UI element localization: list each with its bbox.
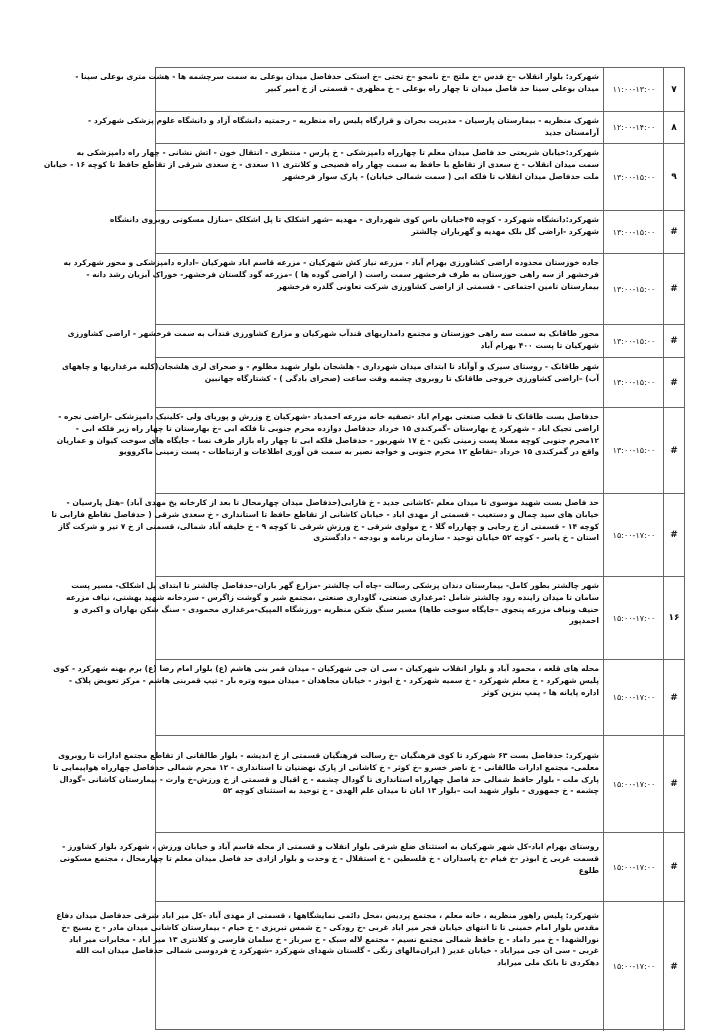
description-line: حد فاصل بست شهید موسوی تا میدان معلم -کاشانی جدید - خ فارابی(حدفاصل میدان چهارمحال تا بعد از کارخانه یخ مهدی آباد) –هتل پارسیان -: [66, 498, 599, 507]
description-line: شهرک منظریه - بیمارستان پارسیان - مدیریت بحران و قرارگاه پلیس راه منظریه – رحمتیه دانشگاه آزاد و دانشگاه علوم پزشکی شهرکرد -: [88, 116, 599, 125]
table-row: [88, 111, 684, 143]
description-line: حنیف ونیاف مزرعه پنجوی –جایگاه سوخت طاها) مسیر سنگ شکن منظریه –ورزشگاه المپیک-مرغداری محمودی - سنگ شکن بهاران و اکبری و: [73, 604, 599, 614]
time-range: ۱۳:۰۰-۱۵:۰۰: [603, 408, 664, 493]
table-row: [59, 832, 684, 901]
area-description: [43, 144, 604, 210]
description-line: میدان بوعلی سینا حد فاصل میدان تا چهار راه بوعلی – خ مظهری - قسمتی از خ امیر کبیر: [265, 83, 599, 93]
time-range: ۱۵:۰۰-۱۷:۰۰: [603, 494, 664, 576]
description-line: شهرکرد:خیابان شریعتی حد فاصل میدان معلم تا چهارراه دامپزشکی - خ پارس - منتظری - انتقال خون - اتش نشانی - چهار راه دامپزشکی به: [76, 148, 599, 157]
time-range: ۱۵:۰۰-۱۷:۰۰: [603, 902, 664, 1031]
table-row: [51, 493, 684, 576]
description-line: روستای بهرام اباد-کل شهر شهرکیان به استثنای ضلع شرقی بلوار انقلاب و قسمتی از محله قاسم آباد و خیابان ورزش ، شهرکرد بلوار کشاورز -: [62, 842, 599, 851]
area-description: [109, 211, 604, 253]
area-description: [61, 358, 604, 407]
area-description: [51, 494, 604, 576]
description-line: شهرکرد:دانشگاه شهرکرد - کوچه ۴۵خیابان باس کوی شهرداری - مهدیه –شهر اشکلک تا پل اشکلک –منازل مسکونی روبروی دانشگاه: [109, 215, 599, 224]
description-line: محله های قلعه ، محمود آباد و بلوار انقلاب شهرکیان - سی ان جی شهرکیان - میدان قمر بنی هاشم (ع) بلوار امام رضا (ع) برم بهنه شهرکرد - کوی: [53, 664, 599, 673]
description-line: ۱۲محرم جنوبی کوچه مسلا پست زمینی تکین - خ ۱۷ شهریور - حدفاصل فلکه ابی تا چهار راه بازار طرف نسا - جایگاه های سوخت کیوان و عماریان: [56, 435, 599, 445]
description-line: شهرکیان تا پست ۴۰۰ بهرام آباد: [480, 340, 599, 350]
time-range: ۱۱:۰۰-۱۳:۰۰: [603, 68, 664, 111]
description-line: استان - خ یاسر - کوچه ۵۲ خیابان توحید - سازمان برنامه و بودجه - دادگستری: [313, 533, 599, 543]
description-line: غربی - سی ان جی میراباد - خیابان غدیر ( ایران‌مالهای زنگی - گلستان شهدای شهرکرد -شهرکرد خ فردوسی شمالی حدفاصل میدان ابت الله: [75, 946, 599, 956]
row-number: #: [663, 736, 684, 832]
time-range: ۱۵:۰۰-۱۷:۰۰: [603, 736, 664, 832]
description-line: پارک ملت - بلوار حافظ شمالی حد فاصل چهارراه استانداری تا گودال چشمه - خ اقبال و قسمتی از خ ورزش–خ وارث - بیمارستان کاشانی –گودال: [59, 774, 599, 784]
table-row: [65, 576, 684, 659]
row-number: ۸: [663, 112, 684, 143]
area-description: [53, 660, 604, 735]
description-line: اراضی تجیک اباد - شهرکرد خ بهارستان –گمرکندی ۱۵ خرداد حدفاصل دوازده محرم جنوبی تا فلکه ابی –خ بهارستان تا چهار راه زیر فلکه ابی -: [75, 423, 599, 433]
description-line: آرامستان جدید: [544, 127, 599, 137]
table-row: [53, 659, 684, 735]
description-line: خیابان های سید چمال و دستغیب - قسمتی از مهدی اباد - خیابان کاشانی از تقاطع حافظ تا استانداری - خ سعدی شرقی ( حدفاصل تقاطع فارابی تا: [51, 509, 599, 519]
table-row: [75, 68, 684, 111]
row-number: ۷: [663, 68, 684, 111]
time-range: ۱۳:۰۰-۱۵:۰۰: [603, 254, 664, 324]
area-description: [56, 408, 604, 493]
time-range: ۱۳:۰۰-۱۵:۰۰: [603, 211, 664, 253]
description-line: اداره پایانه ها - پمپ بنزین کوثر: [481, 687, 599, 697]
table-row: [56, 407, 684, 493]
description-line: شهرکرد -اراضی گل بلک مهدیه و گهرباران چالشتر: [411, 226, 599, 236]
row-number: #: [663, 358, 684, 407]
description-line: محور طاقانک به سمت سه راهی خوزستان و مجتمع دامداریهای قندآب شهرکیان و مزارع کشاورزی قندآب به سمت فرخشهر - اراضی کشاورزی: [67, 329, 599, 338]
area-description: [88, 112, 604, 143]
table-row: [109, 210, 684, 253]
description-line: قسمت غربی خ ابوذر -خ فیام -خ پاسداران - خ فلسطین - خ استقلال - خ وحدت و بلوار ازادی حد فاصل میدان معلم تا چهارمحال ، مجتمع مسکونی: [59, 853, 599, 863]
row-number: ۱۶: [663, 577, 684, 659]
description-line: شهرکرد: بلوار انقلاب –خ قدس –خ ملتج –خ نامجو –خ تختی –خ استکی حدفاصل میدان بوعلی به سمت سرچشمه ها - هشت متری بوعلی سینا -: [75, 72, 599, 81]
area-description: [52, 736, 604, 832]
row-number: #: [663, 254, 684, 324]
table-row: [56, 901, 684, 1031]
description-line: دهکردی تا بانک ملی میراباد: [497, 958, 599, 968]
row-number: ۹: [663, 144, 684, 210]
row-number: #: [663, 408, 684, 493]
description-line: جاده خوزستان محدوده اراضی کشاورزی بهرام آباد - مزرعه نیاز کش شهرکیان - مزرعه قاسم اباد شهرکیان –اداره دامپزشکی و محور شهرکرد به: [63, 258, 599, 267]
description-line: شهرکرد: حدفاصل بست ۶۳ شهرکرد تا کوی فرهنگیان –خ رسالت فرهنگیان قسمتی از خ اندیشه - بلوار طالقانی از تقاطع مجتمع ادارات تا روبروی: [58, 751, 599, 760]
table-row: [52, 735, 684, 832]
table-row: [61, 357, 684, 407]
area-description: [75, 68, 604, 111]
description-line: کوچه ۱۴ - قسمتی از خ رجایی و چهارراه گلا - خ مولوی شرقی - خ ورزش شرقی تا کوچه ۹ - خ خلیفه آباد شمالی، قسمتی از خ ۷ تیر و شرکت گاز: [58, 521, 599, 531]
time-range: ۱۵:۰۰-۱۷:۰۰: [603, 577, 664, 659]
area-description: [56, 902, 604, 1031]
description-line: سمت میدان انقلاب - خ سعدی از تقاطع با حافظ به سمت چهار راه فصیحی و کلانتری ۱۱ سعدی - خ سعدی شرقی از تقاطع حافظ تا کوچه ۱۶ - خیابان: [43, 159, 599, 169]
description-line: طلوع: [578, 865, 599, 875]
time-range: ۱۲:۰۰-۱۴:۰۰: [603, 112, 664, 143]
description-line: نورالشهدا - خ میر داماد - خ حافظ شمالی مجتمع نسیم - مجتمع لاله سبک - خ سرباز - خ سلمان فارسی و کلانتری ۱۳ میر اباد - مخابرات میر اباد: [68, 934, 599, 944]
time-range: ۱۳:۰۰-۱۵:۰۰: [603, 325, 664, 357]
area-description: [59, 833, 604, 901]
area-description: [67, 325, 604, 357]
description-line: احمدپور: [569, 616, 599, 626]
time-range: ۱۵:۰۰-۱۷:۰۰: [603, 660, 664, 735]
time-range: ۱۳:۰۰-۱۵:۰۰: [603, 358, 664, 407]
description-line: بیمارستان تامین اجتماعی - قسمتی از اراضی کشاورزی شرکت تعاونی گلدره فرخشهر: [277, 281, 599, 291]
area-description: [63, 254, 604, 324]
time-range: ۱۳:۰۰-۱۵:۰۰: [603, 144, 664, 210]
description-line: آب) –اراضی کشاورزی خروجی طاقانک تا روبروی چشمه وقت ساعت (صحرای بادگی ) - کشتارگاه جهانبین: [204, 373, 599, 383]
description-line: شهر طاقانک - روستای سیرک و آوآباد تا ابتدای میدان شهرداری - هلشجان بلوار شهید مظلوم - و صحرای لری هلشجان(کلیه مرغداریها و چاههای: [61, 362, 599, 371]
outage-schedule-table: [43, 67, 685, 1030]
description-line: واقع در گمرکندی ۱۵ خرداد –تقاطع ۱۲ محرم جنوبی و خواجه نصیر به سمت فن آوری اطلاعات و ارتباطات - پست زمینی ماکروویو: [119, 447, 599, 457]
description-line: چشمه - خ جمهوری - بلوار شهید ابت –بلوار ۱۳ ابان تا میدان علم الهدی - خ توحید به استثنای کوچه ۵۲: [223, 786, 599, 796]
description-line: شهر چالشتر بطور کامل- بیمارستان دندان پزشکی رسالت -چاه آب چالشتر -مزارع گهر باران–حدفاصل چالشتر تا ابتدای پل اشکلک- مسیر پست: [71, 581, 599, 590]
description-line: پلیس شهرکرد - خ معلم شهرکرد - خ سمیه شهرکرد - خ ابوذر - خیابان مجاهدان - میدان میوه وتره بار - تیپ قمربنی هاشم - مرکز تعویض پلاک -: [68, 675, 599, 685]
table-row: [63, 253, 684, 324]
time-range: ۱۵:۰۰-۱۷:۰۰: [603, 833, 664, 901]
description-line: ملت حدفاصل میدان انقلاب تا فلکه ابی ( سمت شمالی خیابان) - پارک سوار فرخشهر: [282, 171, 599, 181]
description-line: حدفاصل بست طاقانک تا قطب صنعتی بهرام اباد -تصفیه خانه مزرعه احمدیاد -شهرکیان خ وزرش و پوریای ولی -کلینیک دامپزشکی -اراضی نجره -: [58, 412, 599, 421]
description-line: شهرکرد: پلیس راهور منظریه ، خانه معلم ، مجتمع پردیس ،محل دائمی نمایشگاهها ، قسمتی از مهدی آباد -کل میر اباد شرقی حدفاصل میدان دفاع: [56, 911, 599, 920]
description-line: مقدس بلوار امام خمینی تا تا انتهای خیابان فجر میر اباد غربی -خ رودکی - خ شمس تبریزی - خ خیام - بیمارستان کاشانی میدان مادر - خ بسیج -خ: [61, 922, 599, 932]
row-number: #: [663, 902, 684, 1031]
row-number: #: [663, 833, 684, 901]
table-row: [67, 324, 684, 357]
row-number: #: [663, 325, 684, 357]
row-number: #: [663, 660, 684, 735]
row-number: #: [663, 211, 684, 253]
table-row: [43, 143, 684, 210]
description-line: فرخشهر از سه راهی خوزستان به طرف فرخشهر سمت راست ( اراضی گوده ها ) –مزرعه گود گلستان فرخشهر- خوراک آبزیان رشد دانه -: [86, 269, 599, 279]
description-line: سامان تا میدان زاینده رود چالشتر شامل :مرغداری صنعتی، گاوداری صنعتی ،مجتمع شیر و گوشت زاگرس - سردخانه شهید بهشتی، نیاف مزرعه: [65, 592, 599, 602]
area-description: [65, 577, 604, 659]
row-number: #: [663, 494, 684, 576]
description-line: معلمی- مجتمع ادارات طالقانی - خ ناصر خسرو –خ کوثر - خ کاشانی از پارک نهضتیان تا استانداری - ۱۲ محرم شمالی حدفاصل چهارراه هواپیمایی تا: [52, 762, 599, 772]
